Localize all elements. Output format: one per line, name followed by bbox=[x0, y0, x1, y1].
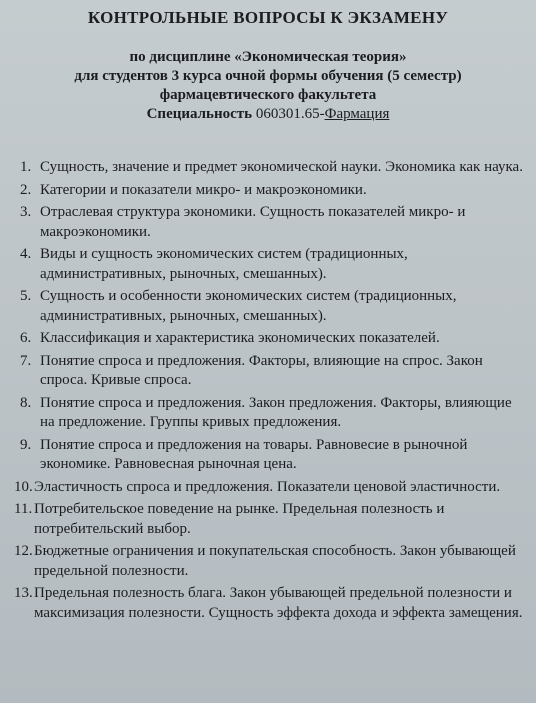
question-item bbox=[0, 287, 536, 326]
question-item bbox=[0, 394, 536, 433]
specialty-label: Специальность bbox=[146, 106, 253, 122]
specialty-code: 060301.65- bbox=[255, 106, 325, 122]
question-text: Предельная полезность блага. Закон убывающей предельной полезности и максимизация полезности. Сущность эффекта дохода и эффекта замещения. bbox=[34, 585, 523, 621]
specialty-line bbox=[0, 105, 536, 124]
question-number: 7. bbox=[20, 352, 32, 369]
question-text: Бюджетные ограничения и покупательская способность. Закон убывающей предельной полезности. bbox=[34, 543, 516, 579]
question-text: Понятие спроса и предложения. Факторы, влияющие на спрос. Закон спроса. Кривые спроса. bbox=[40, 352, 483, 388]
discipline-line: по дисциплине «Экономическая теория» bbox=[129, 49, 407, 65]
question-item bbox=[0, 500, 536, 539]
students-line: для студентов 3 курса очной формы обучения (5 семестр) bbox=[74, 68, 462, 84]
question-item bbox=[0, 203, 536, 242]
question-item bbox=[0, 478, 536, 498]
question-text: Понятие спроса и предложения. Закон предложения. Факторы, влияющие на предложение. Группы кривых предложения. bbox=[40, 394, 512, 430]
question-number: 2. bbox=[20, 181, 32, 198]
question-text: Эластичность спроса и предложения. Показатели ценовой эластичности. bbox=[34, 478, 501, 495]
question-text: Категории и показатели микро- и макроэкономики. bbox=[40, 181, 367, 198]
question-text: Отраслевая структура экономики. Сущность показателей микро- и макроэкономики. bbox=[40, 204, 466, 240]
question-number: 13. bbox=[14, 585, 33, 601]
document-title: КОНТРОЛЬНЫЕ ВОПРОСЫ К ЭКЗАМЕНУ bbox=[87, 8, 449, 27]
question-text: Сущность, значение и предмет экономической науки. Экономика как наука. bbox=[40, 159, 523, 175]
question-text: Сущность и особенности экономических систем (традиционных, административных, рыночных, смешанных). bbox=[40, 288, 457, 324]
question-number: 11. bbox=[14, 501, 33, 517]
question-text: Потребительское поведение на рынке. Предельная полезность и потребительский выбор. bbox=[34, 501, 445, 537]
question-text: Понятие спроса и предложения на товары. Равновесие в рыночной экономике. Равновесная рыночная цена. bbox=[40, 436, 468, 472]
question-number: 5. bbox=[20, 288, 32, 304]
question-number: 9. bbox=[20, 436, 32, 453]
question-number: 12. bbox=[14, 543, 33, 559]
question-item bbox=[0, 329, 536, 349]
question-item bbox=[0, 181, 536, 201]
question-text: Классификация и характеристика экономических показателей. bbox=[40, 330, 440, 346]
question-item bbox=[0, 352, 536, 391]
question-list bbox=[0, 158, 536, 626]
question-number: 10. bbox=[14, 478, 33, 495]
question-text: Виды и сущность экономических систем (традиционных, административных, рыночных, смешанных). bbox=[40, 246, 408, 282]
question-number: 1. bbox=[20, 159, 32, 175]
question-item bbox=[0, 542, 536, 581]
question-number: 3. bbox=[20, 204, 32, 220]
question-number: 4. bbox=[20, 246, 32, 262]
faculty-line: фармацевтического факультета bbox=[159, 87, 377, 103]
question-number: 8. bbox=[20, 394, 32, 411]
question-item bbox=[0, 436, 536, 475]
specialty-name: Фармация bbox=[324, 106, 390, 122]
question-item bbox=[0, 158, 536, 178]
question-item bbox=[0, 245, 536, 284]
question-item bbox=[0, 584, 536, 623]
question-number: 6. bbox=[20, 330, 32, 346]
